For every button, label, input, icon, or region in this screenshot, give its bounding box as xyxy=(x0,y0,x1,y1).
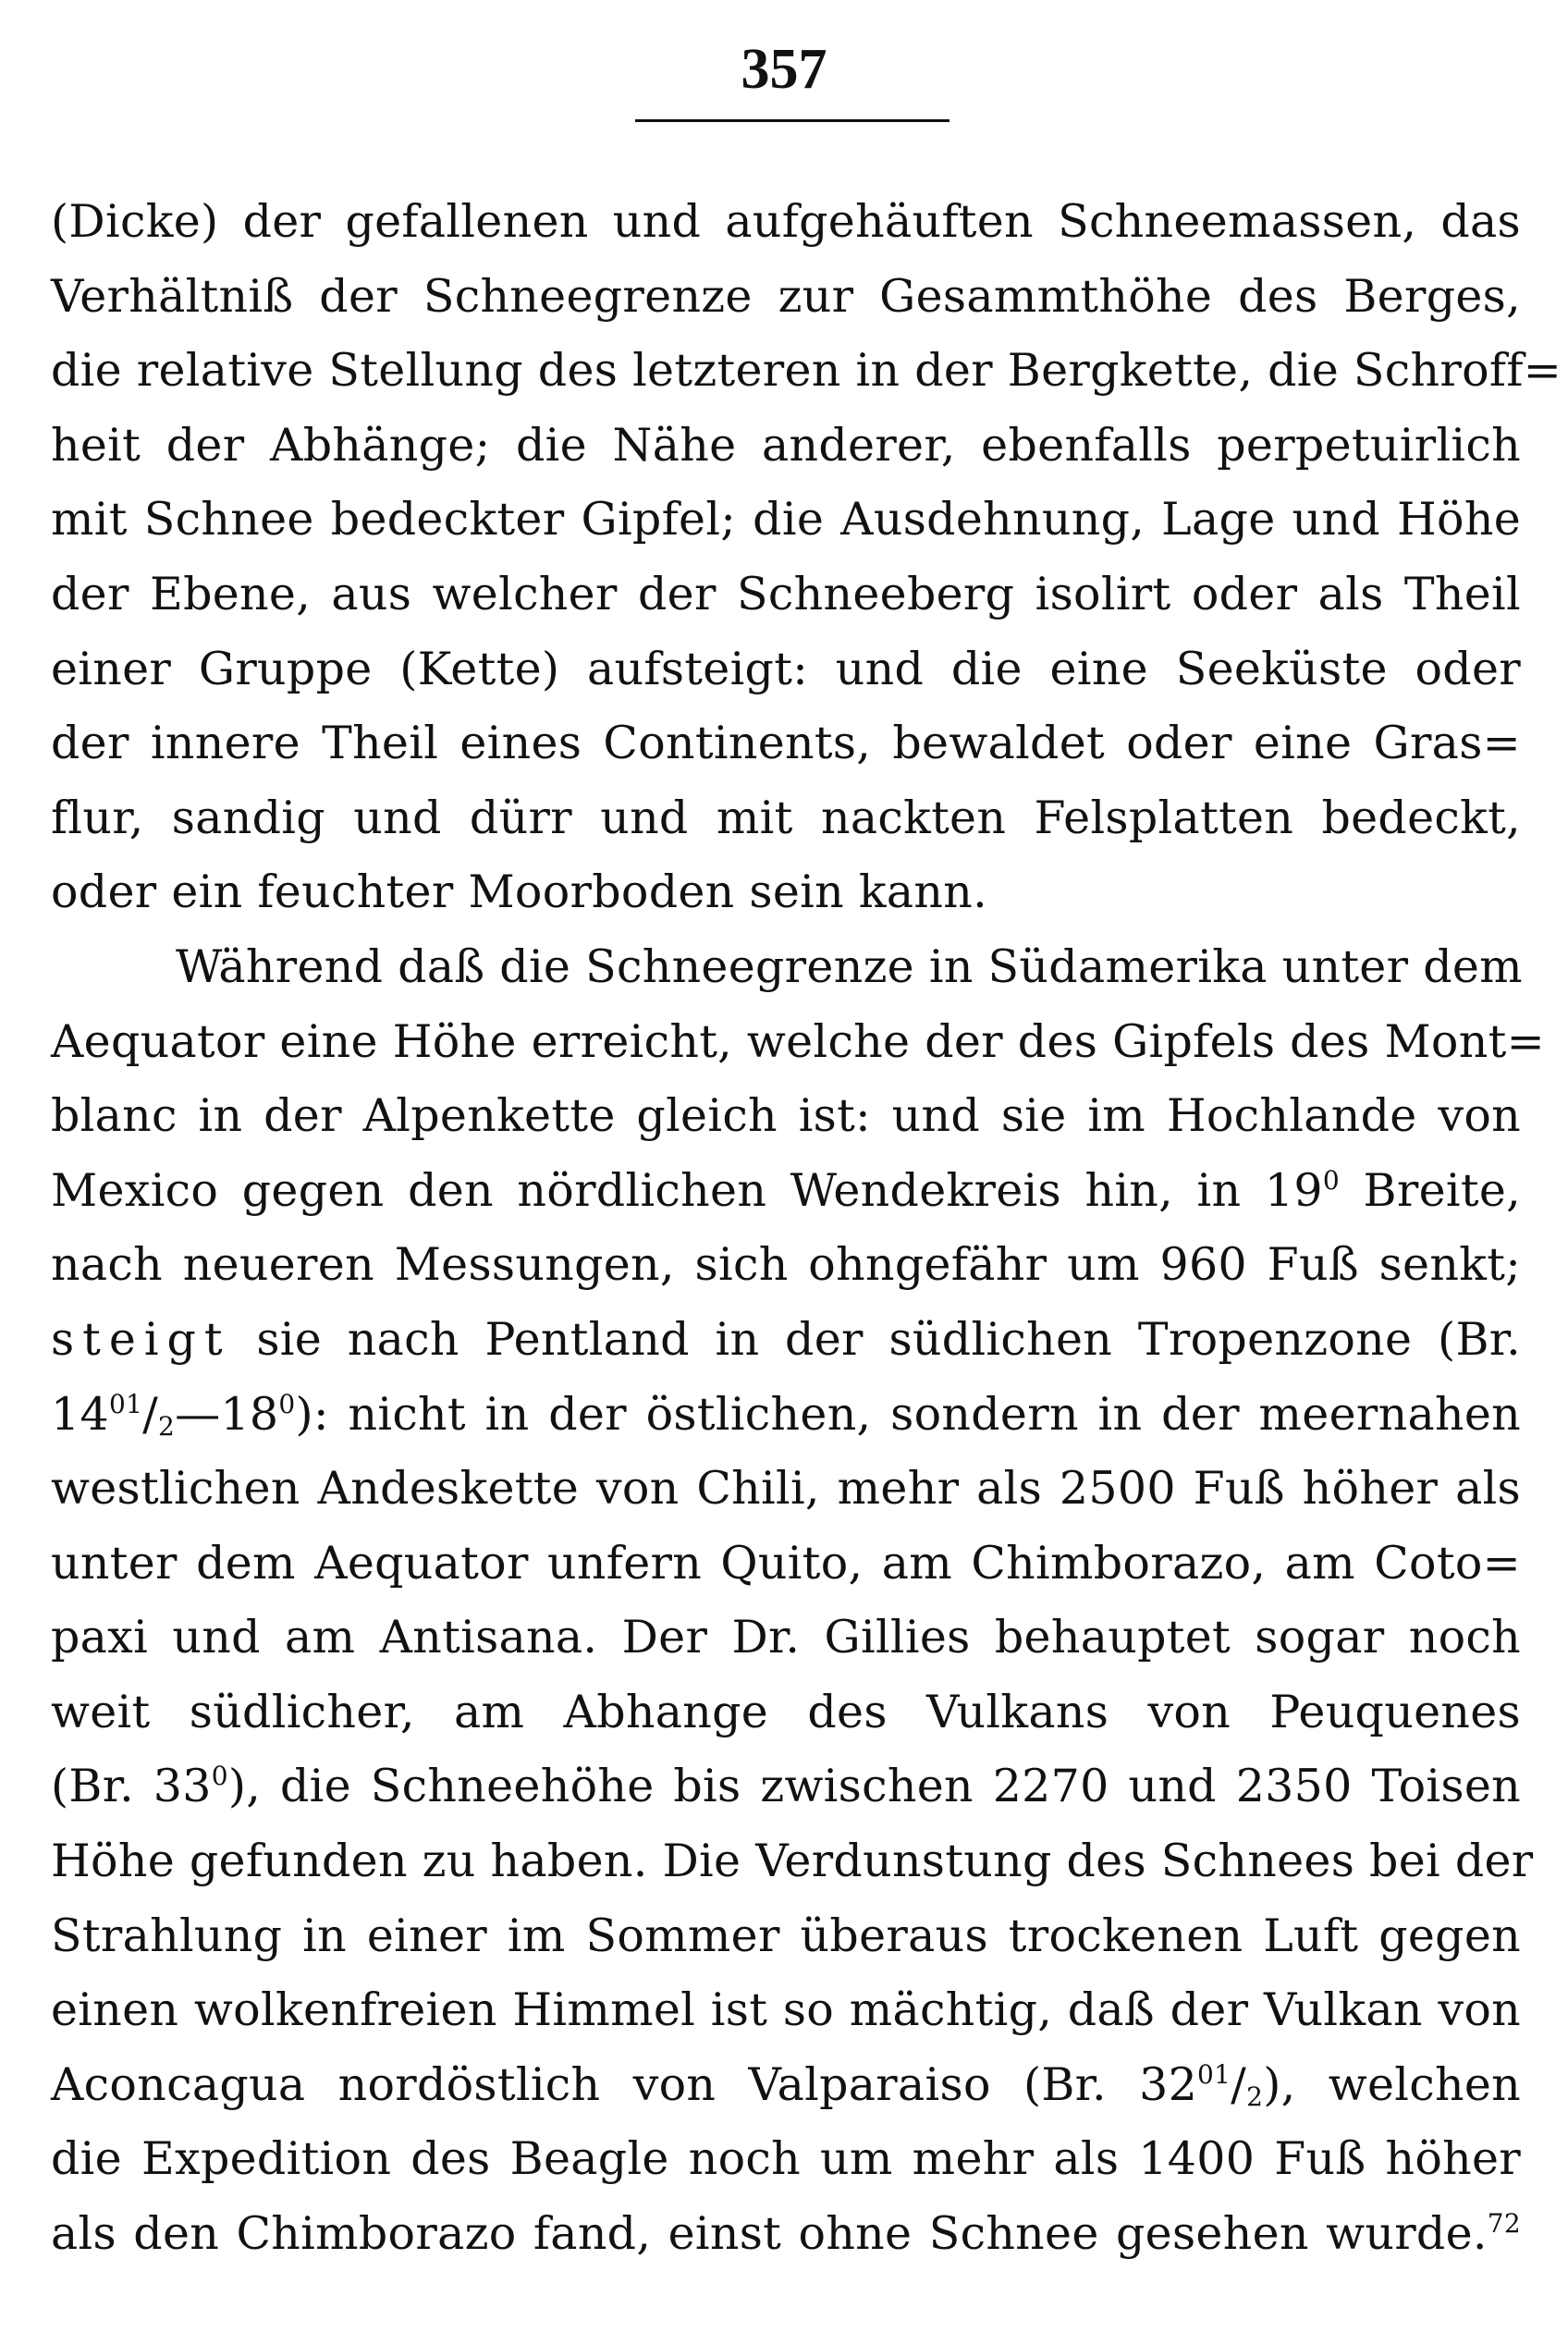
text-run: als den Chimborazo fand, einst ohne Schnee gesehen wurde. xyxy=(51,2207,1488,2261)
footnote-marker[interactable]: 72 xyxy=(1487,2208,1521,2240)
text-line xyxy=(51,1378,1521,1453)
page-number: 357 xyxy=(741,38,827,101)
body-text xyxy=(51,185,1562,2272)
degree-mark: 0 xyxy=(1322,1164,1340,1196)
text-line: die relative Stellung des letzteren in der Bergkette, die Schroff= xyxy=(51,344,1562,398)
fraction-slash: / xyxy=(1231,2057,1247,2111)
text-run: 14 xyxy=(51,1387,109,1441)
text-run: Aconcagua nordöstlich von Valparaiso (Br. 32 xyxy=(51,2057,1198,2111)
text-run: sie nach Pentland in der südlichen Tropenzone (Br. xyxy=(230,1312,1521,1366)
text-line: Höhe gefunden zu haben. Die Verdunstung des Schnees bei der xyxy=(51,1835,1534,1888)
fraction-denominator: 2 xyxy=(1246,2081,1264,2112)
paragraph-1 xyxy=(51,185,1562,930)
text-line: westlichen Andeskette von Chili, mehr als 2500 Fuß höher als xyxy=(51,1462,1521,1516)
text-line: Während daß die Schneegrenze in Südamerika unter dem xyxy=(176,939,1523,993)
paragraph-2 xyxy=(51,930,1545,2272)
text-run: —18 xyxy=(175,1387,279,1441)
text-line: der Ebene, aus welcher der Schneeberg isolirt oder als Theil xyxy=(51,567,1521,620)
degree-mark: 0 xyxy=(108,1388,127,1419)
text-line: mit Schnee bedeckter Gipfel; die Ausdehnung, Lage und Höhe xyxy=(51,493,1521,546)
text-line: Aequator eine Höhe erreicht, welche der des Gipfels des Mont= xyxy=(51,1014,1545,1068)
text-run: (Br. 33 xyxy=(51,1760,212,1813)
text-run: ): nicht in der östlichen, sondern in der meernahen xyxy=(295,1387,1521,1441)
text-run: ), die Schneehöhe bis zwischen 2270 und 2350 Toisen xyxy=(227,1760,1521,1813)
degree-mark: 0 xyxy=(211,1761,228,1792)
text-run: ), welchen xyxy=(1263,2057,1521,2111)
text-run: Mexico gegen den nördlichen Wendekreis hin, in 19 xyxy=(51,1163,1323,1217)
text-line: heit der Abhänge; die Nähe anderer, ebenfalls perpetuirlich xyxy=(51,418,1521,472)
text-line: (Dicke) der gefallenen und aufgehäuften Schneemassen, das xyxy=(51,195,1521,248)
fraction-numerator: 1 xyxy=(1214,2058,1231,2090)
text-line xyxy=(51,1750,1521,1824)
text-line xyxy=(51,2048,1521,2123)
text-line: unter dem Aequator unfern Quito, am Chimborazo, am Coto= xyxy=(51,1536,1521,1590)
text-line: die Expedition des Beagle noch um mehr als 1400 Fuß höher xyxy=(51,2132,1521,2186)
text-line: weit südlicher, am Abhange des Vulkans von Peuquenes xyxy=(51,1685,1521,1738)
text-line: einen wolkenfreien Himmel ist so mächtig, daß der Vulkan von xyxy=(51,1983,1521,2037)
degree-mark: 0 xyxy=(1197,2058,1215,2090)
text-line xyxy=(51,1154,1521,1229)
fraction-numerator: 1 xyxy=(126,1388,143,1419)
text-line xyxy=(51,2197,1521,2272)
text-line: der innere Theil eines Continents, bewaldet oder eine Gras= xyxy=(51,717,1521,770)
text-line xyxy=(51,1303,1521,1378)
fraction-denominator: 2 xyxy=(158,1410,176,1442)
text-line: blanc in der Alpenkette gleich ist: und sie im Hochlande von xyxy=(51,1089,1521,1143)
fraction-slash: / xyxy=(142,1387,159,1441)
text-line: Strahlung in einer im Sommer überaus trockenen Luft gegen xyxy=(51,1909,1521,1962)
text-line: nach neueren Messungen, sich ohngefähr um 960 Fuß senkt; xyxy=(51,1238,1521,1292)
text-run: Breite, xyxy=(1340,1163,1521,1217)
header-rule xyxy=(635,119,949,122)
degree-mark: 0 xyxy=(278,1388,296,1419)
spaced-word: steigt xyxy=(51,1312,231,1366)
text-line: paxi und am Antisana. Der Dr. Gillies behauptet sogar noch xyxy=(51,1611,1521,1664)
text-line: flur, sandig und dürr und mit nackten Felsplatten bedeckt, xyxy=(51,791,1521,844)
text-line: einer Gruppe (Kette) aufsteigt: und die eine Seeküste oder xyxy=(51,642,1521,695)
text-line: oder ein feuchter Moorboden sein kann. xyxy=(51,866,987,919)
text-line: Verhältniß der Schneegrenze zur Gesammthöhe des Berges, xyxy=(51,269,1521,323)
